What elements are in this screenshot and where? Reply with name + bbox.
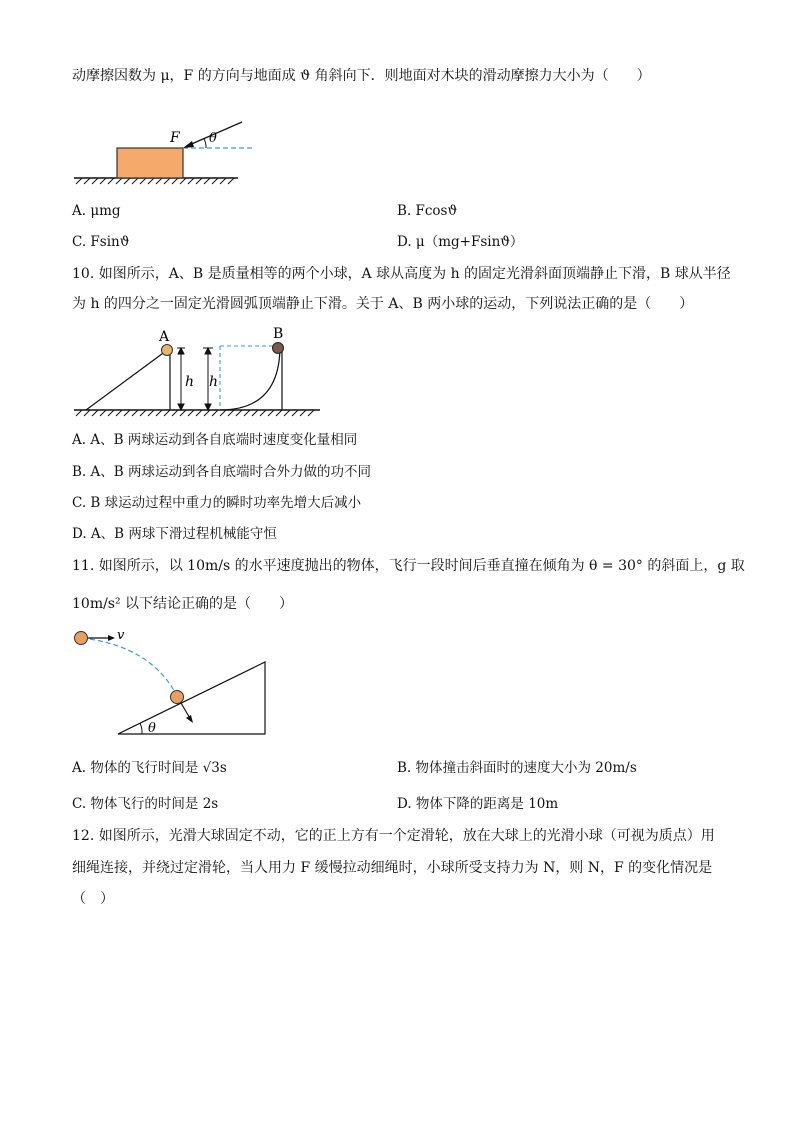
incline xyxy=(86,348,170,410)
arc-radius-guides xyxy=(220,346,280,410)
ground-hatch xyxy=(74,178,238,184)
angle-label: θ xyxy=(209,131,217,146)
q9-option-b: B. Fcosϑ xyxy=(397,203,458,219)
q12-stem-line2: 细绳连接，并绕过定滑轮，当人用力 F 缓慢拉动细绳时，小球所受支持力为 N，则 N，F 的变化情况是 xyxy=(72,860,713,876)
q11-option-d: D. 物体下降的距离是 10m xyxy=(397,796,559,812)
q10-option-a: A. A、B 两球运动到各自底端时速度变化量相同 xyxy=(72,432,358,448)
height-marker-1 xyxy=(177,348,185,410)
height-label-1: h xyxy=(185,374,195,390)
ball-b xyxy=(273,343,284,354)
trajectory xyxy=(82,638,176,694)
q11-option-a: A. 物体的飞行时间是 √3s xyxy=(72,760,227,776)
wood-block xyxy=(117,148,183,178)
q11-stem-line1: 11. 如图所示，以 10m/s 的水平速度抛出的物体，飞行一段时间后垂直撞在倾角为 θ = 30° 的斜面上，g 取 xyxy=(72,558,745,574)
q12-stem-line3: （ ） xyxy=(72,891,114,907)
q9-option-c: C. Fsinϑ xyxy=(72,234,130,250)
q10-option-d: D. A、B 两球下滑过程机械能守恒 xyxy=(72,526,277,542)
q9-stem: 动摩擦因数为 μ，F 的方向与地面成 ϑ 角斜向下．则地面对木块的滑动摩擦力大小为（ ） xyxy=(72,68,651,84)
force-arrowhead-icon xyxy=(183,141,194,148)
q11-figure xyxy=(70,624,270,740)
velocity-label: v xyxy=(117,628,125,643)
q10-figure xyxy=(70,324,325,420)
ground-hatch xyxy=(74,410,320,416)
q10-option-b: B. A、B 两球运动到各自底端时合外力做的功不同 xyxy=(72,464,371,480)
label-b: B xyxy=(273,326,284,342)
q11-option-c: C. 物体飞行的时间是 2s xyxy=(72,796,219,812)
q9-option-a: A. μmg xyxy=(72,203,121,219)
height-label-2: h xyxy=(209,374,219,390)
q9-figure xyxy=(70,118,260,188)
velocity-arrowhead-icon xyxy=(108,635,115,641)
q10-stem-line2: 为 h 的四分之一固定光滑圆弧顶端静止下滑。关于 A、B 两小球的运动，下列说法正确的是（ ） xyxy=(72,296,694,312)
quarter-arc xyxy=(220,346,280,410)
q12-stem-line1: 12. 如图所示，光滑大球固定不动，它的正上方有一个定滑轮，放在大球上的光滑小球（可视为质点）用 xyxy=(72,828,715,844)
ball-a xyxy=(162,345,173,356)
force-label: F xyxy=(170,130,180,146)
impact-arrowhead-icon xyxy=(186,715,193,723)
ball-start xyxy=(75,632,88,645)
angle-arc xyxy=(204,139,206,148)
q9-option-d: D. μ（mg+Fsinϑ） xyxy=(397,234,524,250)
label-a: A xyxy=(159,329,170,345)
ball-impact xyxy=(171,691,184,704)
q10-option-c: C. B 球运动过程中重力的瞬时功率先增大后减小 xyxy=(72,495,362,511)
q11-option-b: B. 物体撞击斜面时的速度大小为 20m/s xyxy=(397,760,637,776)
q11-stem-line2: 10m/s² 以下结论正确的是（ ） xyxy=(72,596,294,612)
angle-arc xyxy=(140,723,142,734)
angle-label: θ xyxy=(148,721,156,736)
q10-stem-line1: 10. 如图所示，A、B 是质量相等的两个小球，A 球从高度为 h 的固定光滑斜面顶端静止下滑，B 球从半径 xyxy=(72,266,731,282)
